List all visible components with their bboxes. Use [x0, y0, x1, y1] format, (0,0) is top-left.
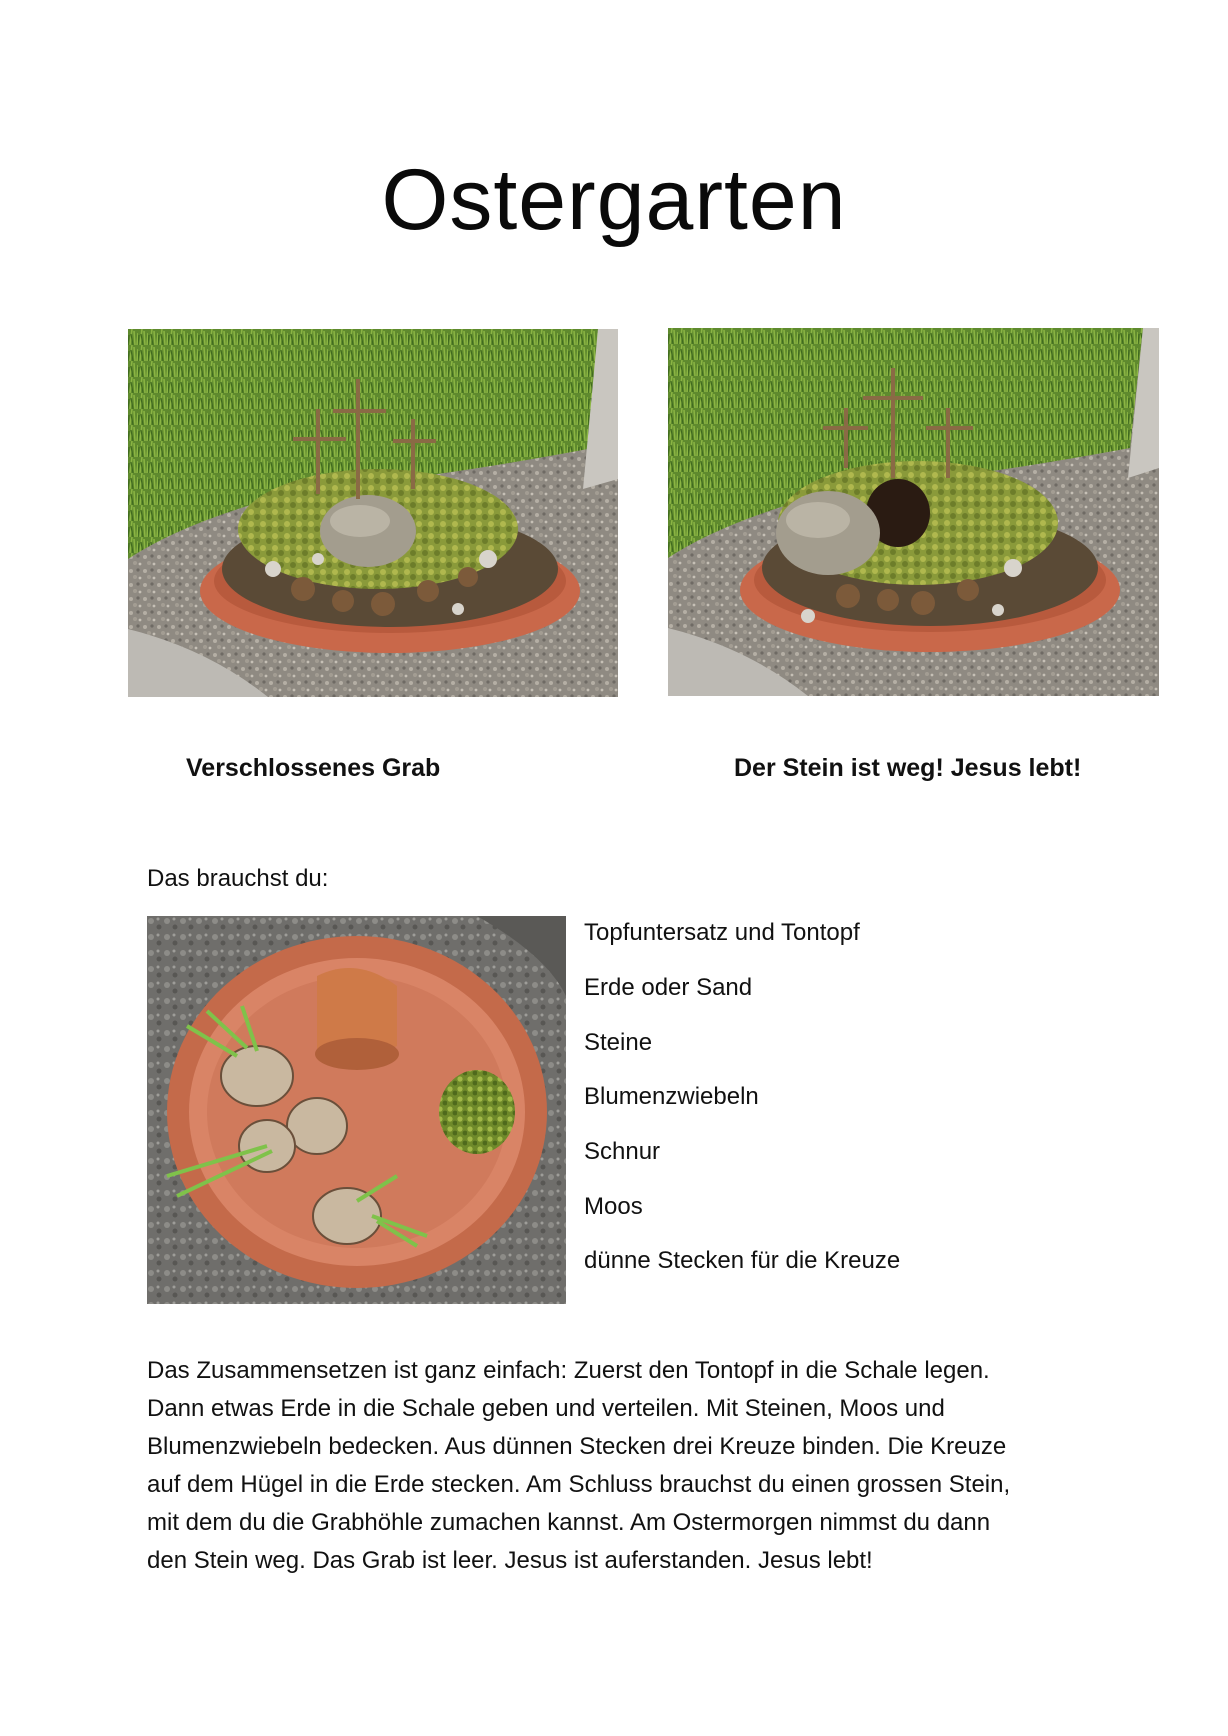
closed-tomb-caption: Verschlossenes Grab — [186, 754, 441, 782]
open-tomb-caption: Der Stein ist weg! Jesus lebt! — [734, 754, 1082, 782]
material-item: Blumenzwiebeln — [584, 1083, 759, 1110]
open-tomb-photo — [668, 328, 1159, 696]
instructions-line: Dann etwas Erde in die Schale geben und verteilen. Mit Steinen, Moos und — [147, 1395, 945, 1422]
material-item: dünne Stecken für die Kreuze — [584, 1247, 901, 1274]
material-item: Steine — [584, 1029, 653, 1056]
material-item: Topfuntersatz und Tontopf — [584, 919, 860, 946]
instructions-line: mit dem du die Grabhöhle zumachen kannst. Am Ostermorgen nimmst du dann — [147, 1509, 991, 1536]
closed-tomb-photo — [128, 329, 618, 697]
material-item: Moos — [584, 1193, 643, 1220]
instructions-line: den Stein weg. Das Grab ist leer. Jesus ist auferstanden. Jesus lebt! — [147, 1547, 873, 1574]
page-title: Ostergarten — [381, 152, 847, 248]
instructions-line: Blumenzwiebeln bedecken. Aus dünnen Stecken drei Kreuze binden. Die Kreuze — [147, 1433, 1007, 1460]
material-item: Erde oder Sand — [584, 974, 753, 1001]
instructions-line: auf dem Hügel in die Erde stecken. Am Schluss brauchst du einen grossen Stein, — [147, 1471, 1011, 1498]
material-item: Schnur — [584, 1138, 661, 1165]
materials-heading: Das brauchst du: — [147, 865, 329, 892]
instructions-paragraph — [147, 1352, 1107, 1580]
instructions-line: Das Zusammensetzen ist ganz einfach: Zuerst den Tontopf in die Schale legen. — [147, 1357, 990, 1384]
materials-photo — [147, 916, 566, 1304]
